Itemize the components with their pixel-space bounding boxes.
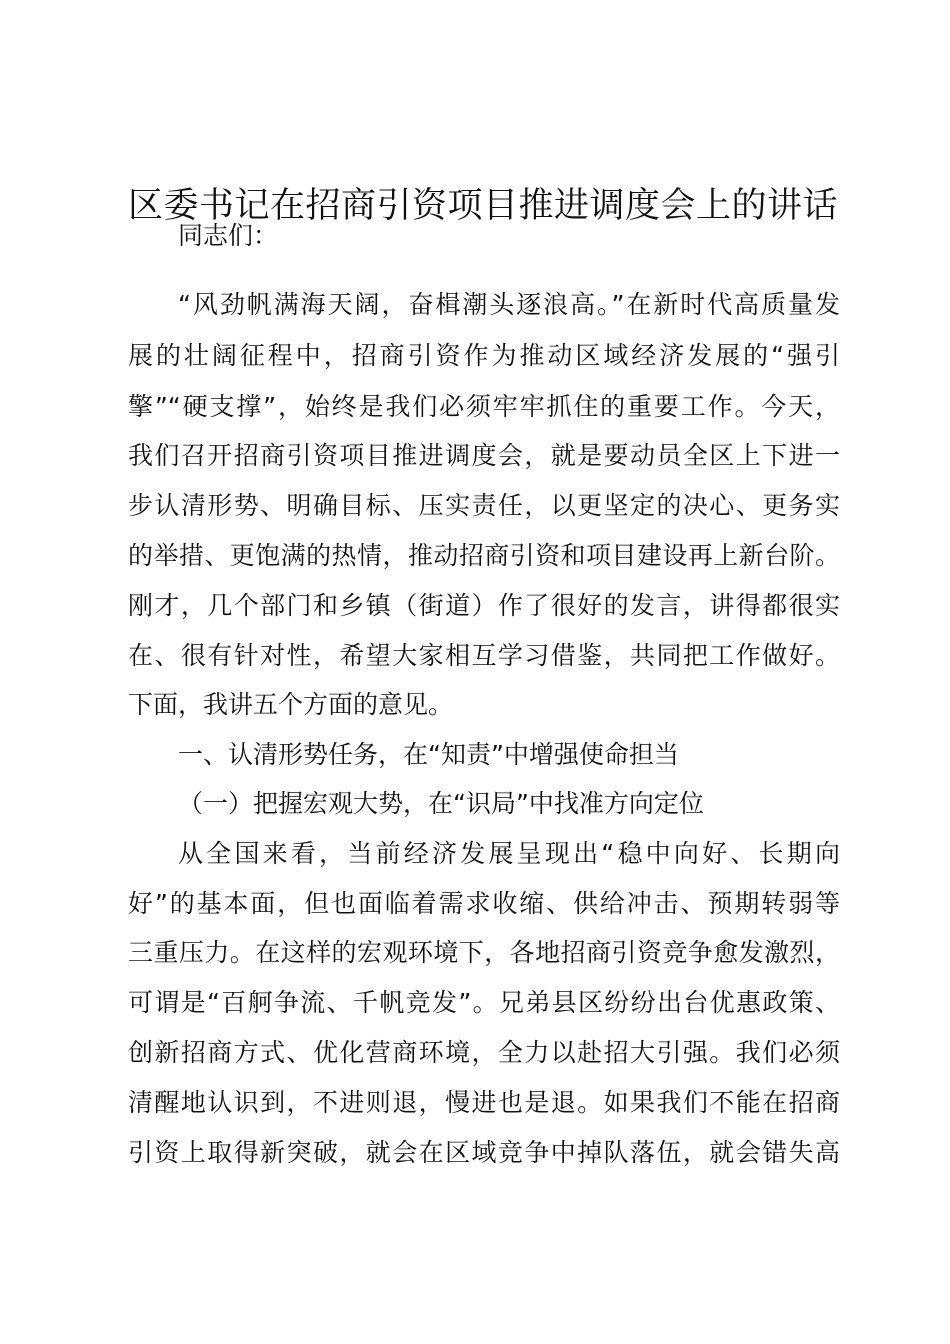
paragraph-1-line: 的举措、更饱满的热情，推动招商引资和项目建设再上新台阶。 xyxy=(128,541,840,570)
paragraph-1-line: 步认清形势、明确目标、压实责任，以更坚定的决心、更务实 xyxy=(128,491,840,520)
greeting-line: 同志们： xyxy=(178,221,279,250)
paragraph-2-line: 清醒地认识到，不进则退，慢进也是退。如果我们不能在招商 xyxy=(128,1088,840,1117)
paragraph-2-line: 可谓是“百舸争流、千帆竞发”。兄弟县区纷纷出台优惠政策、 xyxy=(128,988,840,1017)
paragraph-1-line: “风劲帆满海天阔，奋楫潮头逐浪高。”在新时代高质量发 xyxy=(178,290,840,319)
paragraph-1-line: 展的壮阔征程中，招商引资作为推动区域经济发展的“强引 xyxy=(128,341,840,370)
paragraph-1-line: 在、很有针对性，希望大家相互学习借鉴，共同把工作做好。 xyxy=(128,641,840,670)
subsection-heading: （一）把握宏观大势，在“识局”中找准方向定位 xyxy=(178,789,704,818)
paragraph-2-line: 从全国来看，当前经济发展呈现出“稳中向好、长期向 xyxy=(178,839,840,868)
document-title: 区委书记在招商引资项目推进调度会上的讲话 xyxy=(128,186,839,226)
paragraph-1-line: 擎”“硬支撑”，始终是我们必须牢牢抓住的重要工作。今天， xyxy=(128,392,840,421)
paragraph-2-line: 好”的基本面，但也面临着需求收缩、供给冲击、预期转弱等 xyxy=(128,889,840,918)
paragraph-2-line: 创新招商方式、优化营商环境，全力以赴招大引强。我们必须 xyxy=(128,1038,840,1067)
paragraph-2-line: 引资上取得新突破，就会在区域竞争中掉队落伍，就会错失高 xyxy=(128,1138,840,1167)
section-heading: 一、认清形势任务，在“知责”中增强使命担当 xyxy=(178,740,679,769)
paragraph-1-line: 刚才，几个部门和乡镇（街道）作了很好的发言，讲得都很实 xyxy=(128,591,840,620)
paragraph-1-line: 下面，我讲五个方面的意见。 xyxy=(128,690,454,719)
paragraph-1-line: 我们召开招商引资项目推进调度会，就是要动员全区上下进一 xyxy=(128,441,840,470)
paragraph-2-line: 三重压力。在这样的宏观环境下，各地招商引资竞争愈发激烈， xyxy=(128,938,840,967)
